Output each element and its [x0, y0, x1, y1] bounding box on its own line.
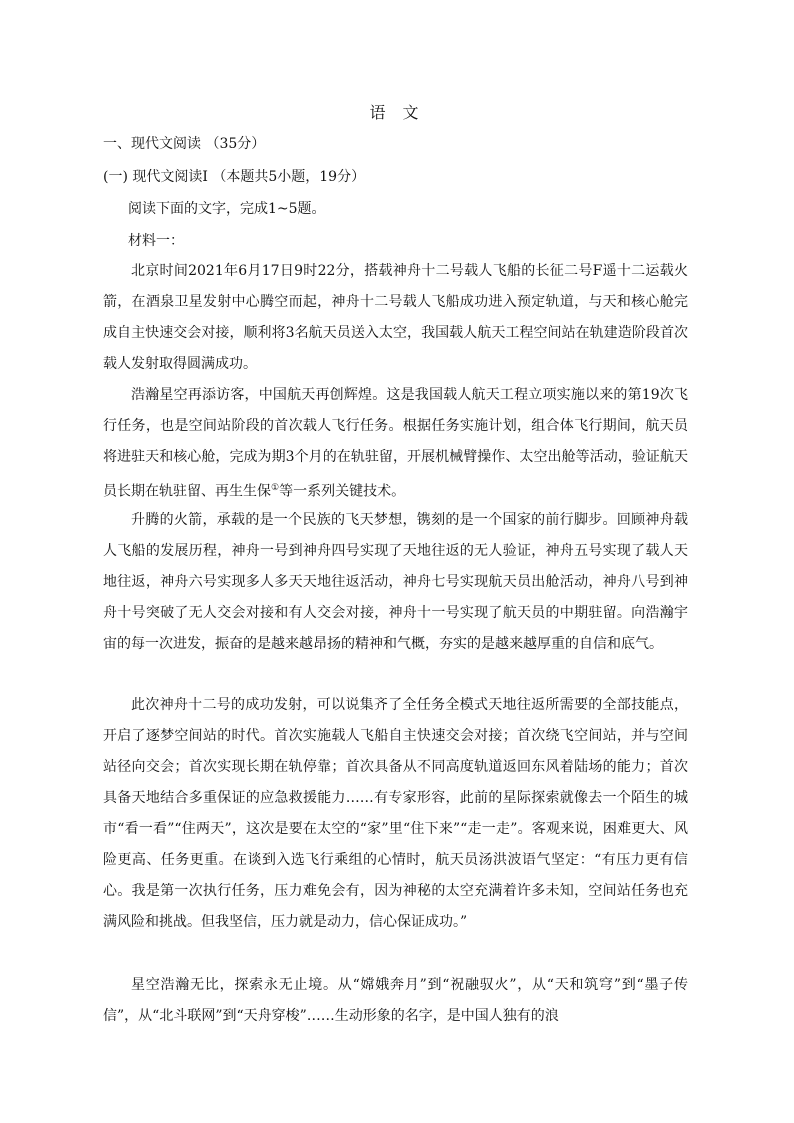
paragraph-2-text: 浩瀚星空再添访客，中国航天再创辉煌。这是我国载人航天工程立项实施以来的第19次飞行任务，也是空间站阶段的首次载人飞行任务。根据任务实施计划，组合体飞行期间，航天员将进驻天和核心舱，完成为期3个月的在轨驻留，开展机械臂操作、太空出舱等活动，验证航天员长期在轨驻留、再生生保 — [103, 387, 688, 500]
paragraph-3: 升腾的火箭，承载的是一个民族的飞天梦想，镌刻的是一个国家的前行脚步。回顾神舟载人飞船的发展历程，神舟一号到神舟四号实现了天地往返的无人验证，神舟五号实现了载人天地往返，神舟六号实现多人多天天地往返活动，神舟七号实现航天员出舱活动，神舟八号到神舟十号突破了无人交会对接和有人交会对接，神舟十一号实现了航天员的中期驻留。向浩瀚宇宙的每一次进发，振奋的是越来越昂扬的精神和气概，夯实的是越来越厚重的自信和底气。 — [103, 512, 688, 652]
instruction-text: 阅读下面的文字，完成1~5题。 — [128, 201, 326, 217]
document-title: 语 文 — [369, 103, 425, 122]
paragraph-2 — [103, 380, 688, 508]
paragraph-1: 北京时间2021年6月17日9时22分，搭载神舟十二号载人飞船的长征二号F遥十二运载火箭，在酒泉卫星发射中心腾空而起，神舟十二号载人飞船成功进入预定轨道，与天和核心舱完成自主快速交会对接，顺利将3名航天员送入太空，我国载人航天工程空间站在轨建造阶段首次载人发射取得圆满成功。 — [103, 263, 688, 372]
paragraph-2-end: 等一系列关键技术。 — [279, 483, 406, 500]
subsection-heading: (一) 现代文阅读Ⅰ （本题共5小题，19分） — [103, 169, 366, 185]
paragraph-5: 星空浩瀚无比，探索永无止境。从“嫦娥奔月”到“祝融驭火”，从“天和筑穹”到“墨子传信”，从“北斗联网”到“天舟穿梭”……生动形象的名字，是中国人独有的浪 — [103, 977, 688, 1024]
footnote-marker: ① — [271, 483, 280, 493]
section-heading: 一、现代文阅读 （35分） — [103, 136, 266, 152]
material-label: 材料一： — [128, 233, 184, 249]
paragraph-4: 此次神舟十二号的成功发射，可以说集齐了全任务全模式天地往返所需要的全部技能点，开启了逐梦空间站的时代。首次实施载人飞船自主快速交会对接；首次绕飞空间站，并与空间站径向交会；首次实现长期在轨停靠；首次具备从不同高度轨道返回东风着陆场的能力；首次具备天地结合多重保证的应急救援能力……有专家形容，此前的星际探索就像去一个陌生的城市“看一看”“住两天”，这次是要在太空的“家”里“住下来”“走一走”。客观来说，困难更大、风险更高、任务更重。在谈到入选飞行乘组的心情时，航天员汤洪波语气坚定：“有压力更有信心。我是第一次执行任务，压力难免会有，因为神秘的太空充满着许多未知，空间站任务也充满风险和挑战。但我坚信，压力就是动力，信心保证成功。” — [103, 697, 688, 930]
